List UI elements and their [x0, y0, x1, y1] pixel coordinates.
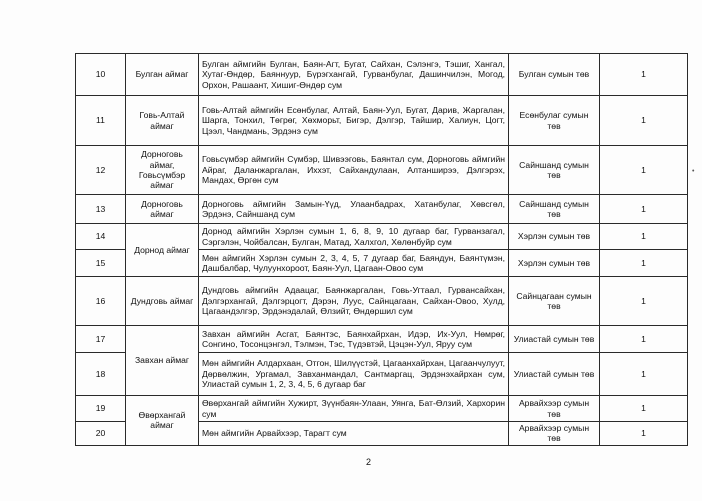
soum-list: Говь-Алтай аймгийн Есөнбулаг, Алтай, Баян-Уул, Бугат, Дарив, Жаргалан, Шарга, Тонхил, Төгрөг, Хөхморьт, Бигэр, Дэлгэр, Тайшир, Халиун, Цогт, Цээл, Чандмань, Эрдэнэ сум	[199, 96, 509, 146]
table-row	[76, 54, 688, 96]
center-soum: Булган сумын төв	[509, 54, 600, 96]
constituency-table	[75, 53, 688, 446]
soum-list: Өвөрхангай аймгийн Хужирт, Зүүнбаян-Улаан, Уянга, Бат-Өлзий, Хархорин сум	[199, 396, 509, 422]
seat-count: 1	[600, 396, 688, 422]
aimag-name: Дорноговь аймаг	[126, 195, 199, 224]
table-row	[76, 277, 688, 326]
row-number: 16	[76, 277, 126, 326]
soum-list: Дорнод аймгийн Хэрлэн сумын 1, 6, 8, 9, 10 дугаар баг, Гурванзагал, Сэргэлэн, Чойбалсан, Булган, Матад, Халхгол, Хөлөнбуйр сум	[199, 224, 509, 250]
row-number: 14	[76, 224, 126, 250]
row-number: 12	[76, 146, 126, 195]
seat-count: 1	[600, 195, 688, 224]
seat-count: 1	[600, 326, 688, 353]
aimag-name: Дорноговь аймаг, Говьсүмбэр аймаг	[126, 146, 199, 195]
soum-list: Завхан аймгийн Асгат, Баянтэс, Баянхайрхан, Идэр, Их-Уул, Нөмрөг, Сонгино, Тосонцэнгэл, Тэлмэн, Тэс, Түдэвтэй, Цэцэн-Уул, Яруу сум	[199, 326, 509, 353]
aimag-name: Говь-Алтай аймаг	[126, 96, 199, 146]
seat-count: 1	[600, 96, 688, 146]
seat-count: 1	[600, 277, 688, 326]
table-row	[76, 146, 688, 195]
row-number: 17	[76, 326, 126, 353]
soum-list: Булган аймгийн Булган, Баян-Агт, Бугат, Сайхан, Сэлэнгэ, Тэшиг, Хангал, Хутаг-Өндөр, Баяннуур, Бүрэгхангай, Гурванбулаг, Дашинчилэн, Могод, Орхон, Рашаант, Хишиг-Өндөр сум	[199, 54, 509, 96]
row-number: 11	[76, 96, 126, 146]
row-number: 10	[76, 54, 126, 96]
aimag-name: Дундговь аймаг	[126, 277, 199, 326]
table-row	[76, 326, 688, 353]
center-soum: Сайншанд сумын төв	[509, 146, 600, 195]
center-soum: Хэрлэн сумын төв	[509, 250, 600, 277]
scan-speck: •	[692, 168, 695, 175]
seat-count: 1	[600, 250, 688, 277]
seat-count: 1	[600, 422, 688, 446]
row-number: 15	[76, 250, 126, 277]
aimag-name: Завхан аймаг	[126, 326, 199, 396]
seat-count: 1	[600, 353, 688, 396]
aimag-name: Өвөрхангай аймаг	[126, 396, 199, 446]
seat-count: 1	[600, 54, 688, 96]
table-row	[76, 96, 688, 146]
soum-list: Мөн аймгийн Хэрлэн сумын 2, 3, 4, 5, 7 дугаар баг, Баяндун, Баянтүмэн, Дашбалбар, Чулуунхороот, Баян-Уул, Цагаан-Овоо сум	[199, 250, 509, 277]
aimag-name: Булган аймаг	[126, 54, 199, 96]
center-soum: Хэрлэн сумын төв	[509, 224, 600, 250]
soum-list: Дорноговь аймгийн Замын-Үүд, Улаанбадрах, Хатанбулаг, Хөвсгөл, Эрдэнэ, Сайншанд сум	[199, 195, 509, 224]
soum-list: Мөн аймгийн Алдархаан, Отгон, Шилүүстэй, Цагаанхайрхан, Цагаанчулуут, Дөрвөлжин, Ургамал, Завханмандал, Сантмаргац, Эрдэнэхайрхан сум, Улиастай сумын 1, 2, 3, 4, 5, 6 дугаар баг	[199, 353, 509, 396]
center-soum: Улиастай сумын төв	[509, 326, 600, 353]
table-row	[76, 195, 688, 224]
row-number: 18	[76, 353, 126, 396]
row-number: 20	[76, 422, 126, 446]
table-row	[76, 396, 688, 422]
center-soum: Арвайхээр сумын төв	[509, 422, 600, 446]
center-soum: Сайншанд сумын төв	[509, 195, 600, 224]
center-soum: Арвайхээр сумын төв	[509, 396, 600, 422]
row-number: 13	[76, 195, 126, 224]
seat-count: 1	[600, 146, 688, 195]
page-number: 2	[366, 457, 372, 467]
soum-list: Мөн аймгийн Арвайхээр, Тарагт сум	[199, 422, 509, 446]
soum-list: Дундговь аймгийн Адаацаг, Баянжаргалан, Говь-Угтаал, Гурвансайхан, Дэлгэрхангай, Дэлгэрцогт, Дэрэн, Луус, Сайнцагаан, Сайхан-Овоо, Хулд, Цагаандэлгэр, Эрдэнэдалай, Өлзийт, Өндөршил сум	[199, 277, 509, 326]
table-row	[76, 224, 688, 250]
aimag-name: Дорнод аймаг	[126, 224, 199, 277]
row-number: 19	[76, 396, 126, 422]
soum-list: Говьсүмбэр аймгийн Сүмбэр, Шивээговь, Баянтал сум, Дорноговь аймгийн Айраг, Даланжаргалан, Иххэт, Сайхандулаан, Алтанширээ, Дэлгэрэх, Мандах, Өргөн сум	[199, 146, 509, 195]
center-soum: Сайнцагаан сумын төв	[509, 277, 600, 326]
center-soum: Улиастай сумын төв	[509, 353, 600, 396]
seat-count: 1	[600, 224, 688, 250]
center-soum: Есөнбулаг сумын төв	[509, 96, 600, 146]
